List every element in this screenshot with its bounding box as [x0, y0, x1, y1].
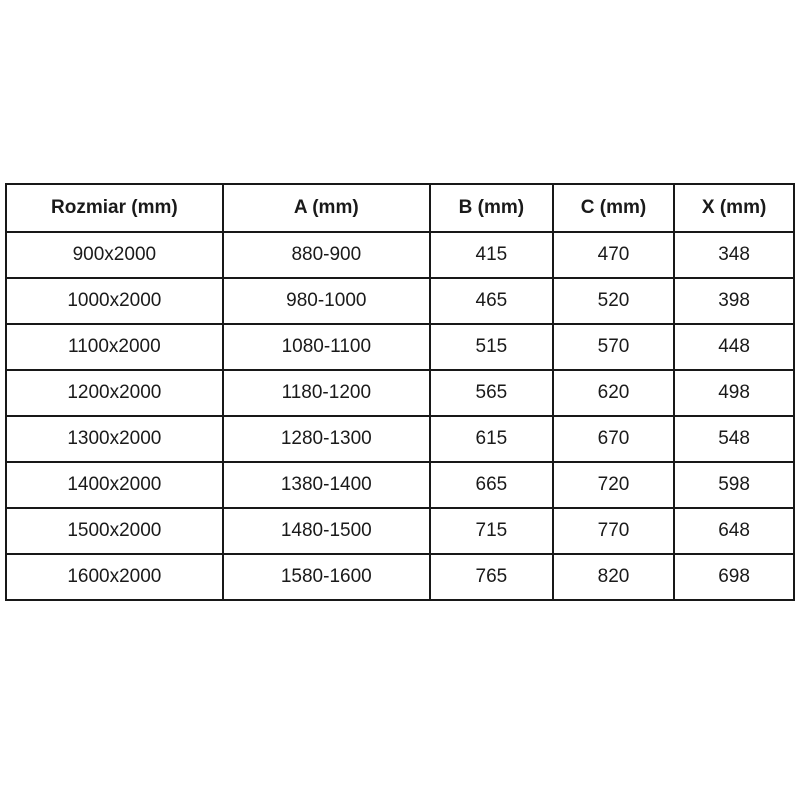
column-header-b: B (mm) [430, 184, 553, 232]
cell-c: 820 [553, 554, 674, 600]
cell-rozmiar: 1500x2000 [6, 508, 223, 554]
cell-a: 1380-1400 [223, 462, 430, 508]
cell-a: 1180-1200 [223, 370, 430, 416]
cell-a: 1280-1300 [223, 416, 430, 462]
table-row [6, 508, 794, 554]
cell-rozmiar: 1400x2000 [6, 462, 223, 508]
table-row [6, 416, 794, 462]
cell-b: 715 [430, 508, 553, 554]
cell-rozmiar: 1600x2000 [6, 554, 223, 600]
column-header-c: C (mm) [553, 184, 674, 232]
cell-rozmiar: 1000x2000 [6, 278, 223, 324]
table-row [6, 232, 794, 278]
table-row [6, 278, 794, 324]
cell-x: 698 [674, 554, 794, 600]
document-page [0, 183, 800, 800]
cell-b: 515 [430, 324, 553, 370]
cell-rozmiar: 1100x2000 [6, 324, 223, 370]
cell-b: 565 [430, 370, 553, 416]
cell-x: 348 [674, 232, 794, 278]
cell-a: 1480-1500 [223, 508, 430, 554]
cell-a: 980-1000 [223, 278, 430, 324]
size-spec-table [5, 183, 795, 601]
cell-x: 648 [674, 508, 794, 554]
table-row [6, 370, 794, 416]
cell-c: 770 [553, 508, 674, 554]
table-row [6, 462, 794, 508]
cell-a: 1580-1600 [223, 554, 430, 600]
column-header-x: X (mm) [674, 184, 794, 232]
table-row [6, 554, 794, 600]
cell-rozmiar: 1300x2000 [6, 416, 223, 462]
cell-b: 415 [430, 232, 553, 278]
cell-c: 720 [553, 462, 674, 508]
cell-a: 1080-1100 [223, 324, 430, 370]
cell-c: 670 [553, 416, 674, 462]
cell-b: 465 [430, 278, 553, 324]
cell-x: 548 [674, 416, 794, 462]
cell-rozmiar: 900x2000 [6, 232, 223, 278]
table-row [6, 324, 794, 370]
cell-c: 520 [553, 278, 674, 324]
cell-x: 448 [674, 324, 794, 370]
column-header-a: A (mm) [223, 184, 430, 232]
cell-x: 398 [674, 278, 794, 324]
cell-rozmiar: 1200x2000 [6, 370, 223, 416]
cell-b: 615 [430, 416, 553, 462]
cell-b: 765 [430, 554, 553, 600]
table-header-row [6, 184, 794, 232]
cell-b: 665 [430, 462, 553, 508]
cell-a: 880-900 [223, 232, 430, 278]
cell-c: 620 [553, 370, 674, 416]
column-header-rozmiar: Rozmiar (mm) [6, 184, 223, 232]
cell-c: 570 [553, 324, 674, 370]
cell-c: 470 [553, 232, 674, 278]
cell-x: 598 [674, 462, 794, 508]
cell-x: 498 [674, 370, 794, 416]
